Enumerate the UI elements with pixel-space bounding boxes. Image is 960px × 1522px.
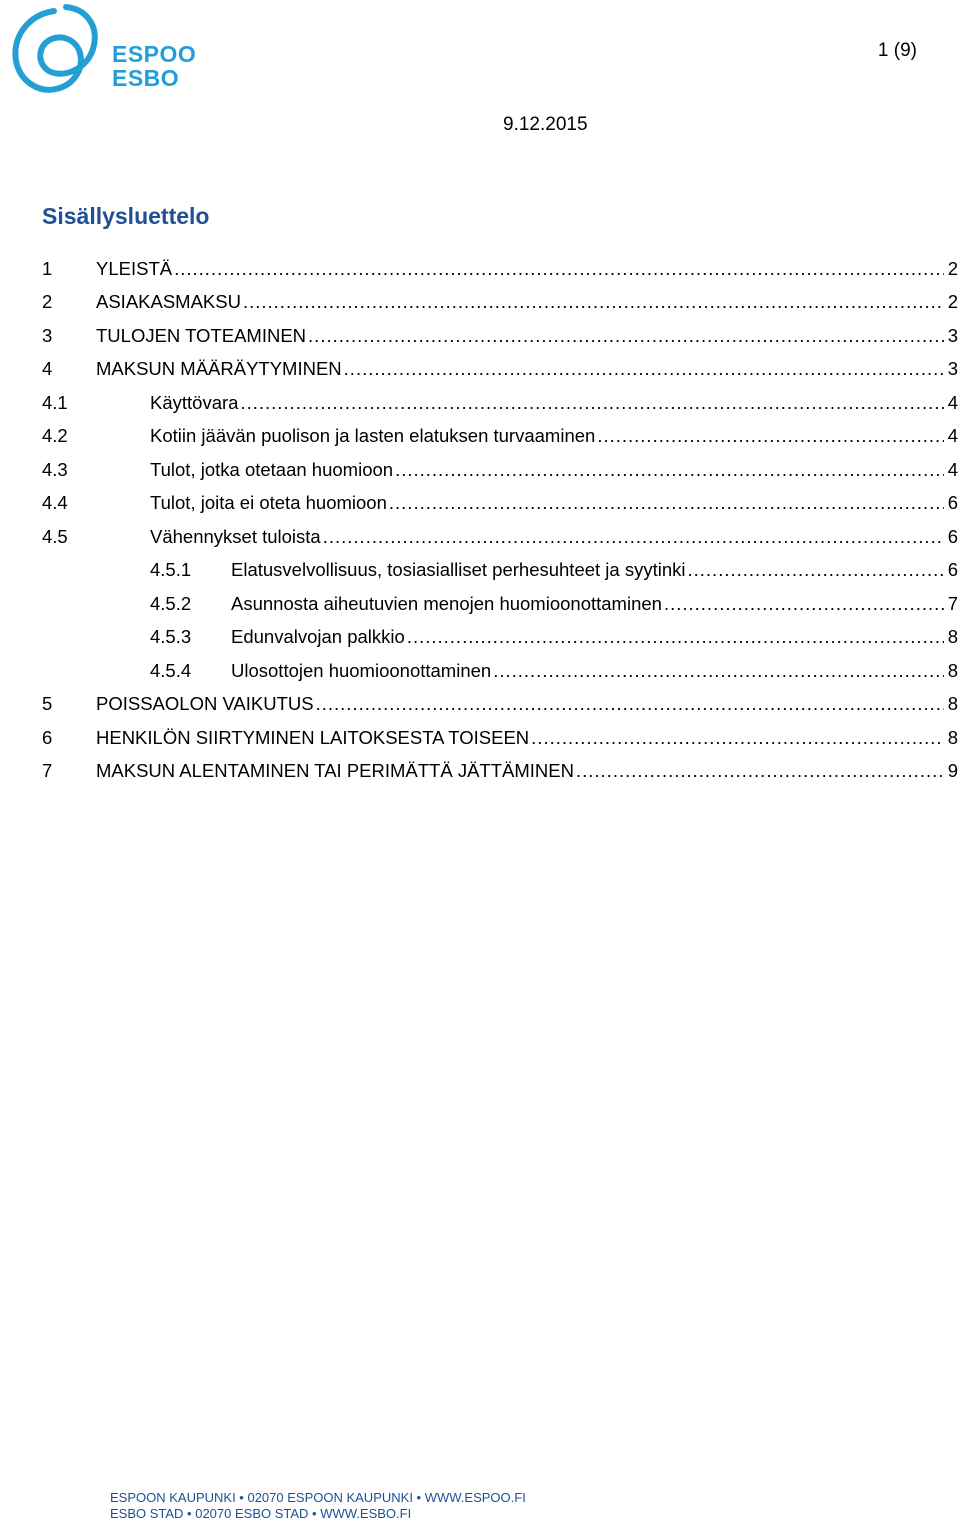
- toc-leader: [597, 425, 943, 447]
- toc-entry-label: POISSAOLON VAIKUTUS: [96, 693, 314, 715]
- footer-line-swedish: ESBO STAD • 02070 ESBO STAD • WWW.ESBO.FI: [110, 1506, 412, 1521]
- toc-entry[interactable]: [42, 286, 958, 320]
- toc-entry-page: 2: [947, 291, 958, 313]
- document-date: 9.12.2015: [503, 114, 588, 135]
- footer-line-finnish: ESPOON KAUPUNKI • 02070 ESPOON KAUPUNKI • WWW.ESPOO.FI: [110, 1490, 526, 1505]
- toc-leader: [531, 727, 944, 749]
- toc-entry-page: 8: [947, 659, 958, 681]
- toc-leader: [576, 760, 944, 782]
- toc-leader: [344, 358, 944, 380]
- toc-entry[interactable]: [42, 654, 958, 688]
- toc-entry[interactable]: [42, 386, 958, 420]
- toc-entry-label: Edunvalvojan palkkio: [231, 626, 405, 648]
- logo-wordmark: [112, 42, 196, 90]
- toc-entry-page: 4: [947, 458, 958, 480]
- toc-entry-number: 6: [42, 726, 53, 748]
- table-of-contents: [42, 252, 958, 788]
- toc-leader: [664, 593, 944, 615]
- toc-entry[interactable]: [42, 520, 958, 554]
- toc-title: Sisällysluettelo: [42, 203, 210, 229]
- toc-entry[interactable]: [42, 420, 958, 454]
- toc-entry-page: 4: [947, 391, 958, 413]
- logo-line-espoo: ESPOO: [112, 41, 197, 67]
- toc-entry-number: 4: [42, 358, 53, 380]
- toc-leader: [308, 325, 944, 347]
- toc-entry-page: 3: [947, 324, 958, 346]
- toc-leader: [493, 660, 944, 682]
- toc-entry-page: 7: [947, 592, 958, 614]
- toc-entry[interactable]: [42, 353, 958, 387]
- toc-leader: [240, 392, 943, 414]
- toc-entry-number: 4.5.4: [150, 659, 192, 681]
- toc-entry-label: Kotiin jäävän puolison ja lasten elatuksen turvaaminen: [150, 425, 596, 447]
- toc-entry-number: 4.5.3: [150, 626, 192, 648]
- toc-entry-number: 5: [42, 693, 53, 715]
- toc-entry[interactable]: [42, 319, 958, 353]
- page-footer: [110, 1490, 526, 1522]
- toc-leader: [395, 459, 944, 481]
- toc-entry[interactable]: [42, 587, 958, 621]
- logo-line-esbo: ESBO: [112, 65, 180, 91]
- toc-entry-page: 8: [947, 693, 958, 715]
- toc-entry-label: Ulosottojen huomioonottaminen: [231, 659, 492, 681]
- toc-entry-number: 4.5: [42, 525, 68, 547]
- toc-entry[interactable]: [42, 487, 958, 521]
- toc-entry-number: 4.5.1: [150, 559, 192, 581]
- toc-entry-label: Elatusvelvollisuus, tosiasialliset perhesuhteet ja syytinki: [231, 559, 686, 581]
- toc-leader: [688, 559, 944, 581]
- toc-leader: [243, 291, 944, 313]
- toc-entry-label: Asunnosta aiheutuvien menojen huomioonottaminen: [231, 592, 662, 614]
- toc-entry[interactable]: [42, 554, 958, 588]
- toc-entry-label: MAKSUN ALENTAMINEN TAI PERIMÄTTÄ JÄTTÄMINEN: [96, 760, 574, 782]
- toc-entry-label: Käyttövara: [150, 391, 239, 413]
- toc-entry-page: 3: [947, 358, 958, 380]
- toc-entry-number: 4.2: [42, 425, 68, 447]
- page-number: 1 (9): [877, 40, 917, 61]
- toc-entry-label: HENKILÖN SIIRTYMINEN LAITOKSESTA TOISEEN: [96, 726, 530, 748]
- toc-leader: [323, 526, 944, 548]
- toc-entry[interactable]: [42, 252, 958, 286]
- toc-entry-number: 2: [42, 291, 53, 313]
- toc-entry[interactable]: [42, 721, 958, 755]
- toc-entry-number: 4.4: [42, 492, 68, 514]
- toc-entry[interactable]: [42, 621, 958, 655]
- espoo-swirl-icon: [8, 3, 108, 99]
- toc-entry-page: 2: [947, 257, 958, 279]
- toc-entry-number: 7: [42, 760, 53, 782]
- toc-entry-number: 1: [42, 257, 53, 279]
- toc-entry-number: 4.1: [42, 391, 68, 413]
- toc-leader: [316, 693, 944, 715]
- toc-entry-page: 6: [947, 525, 958, 547]
- toc-entry-label: Vähennykset tuloista: [150, 525, 321, 547]
- toc-entry-number: 3: [42, 324, 53, 346]
- toc-entry-label: Tulot, joita ei oteta huomioon: [150, 492, 387, 514]
- toc-leader: [389, 492, 944, 514]
- toc-entry-label: TULOJEN TOTEAMINEN: [96, 324, 307, 346]
- toc-entry-page: 6: [947, 492, 958, 514]
- toc-leader: [174, 258, 944, 280]
- toc-entry-label: YLEISTÄ: [96, 257, 173, 279]
- toc-entry-label: Tulot, jotka otetaan huomioon: [150, 458, 394, 480]
- toc-entry[interactable]: [42, 755, 958, 789]
- toc-entry[interactable]: [42, 688, 958, 722]
- toc-entry-number: 4.5.2: [150, 592, 192, 614]
- toc-entry-page: 8: [947, 626, 958, 648]
- espoo-esbo-logo: [8, 3, 208, 99]
- toc-entry-label: MAKSUN MÄÄRÄYTYMINEN: [96, 358, 342, 380]
- toc-entry-page: 9: [947, 760, 958, 782]
- toc-entry-page: 6: [947, 559, 958, 581]
- toc-entry-page: 4: [947, 425, 958, 447]
- toc-entry-page: 8: [947, 726, 958, 748]
- toc-entry-label: ASIAKASMAKSU: [96, 291, 241, 313]
- toc-entry[interactable]: [42, 453, 958, 487]
- toc-entry-number: 4.3: [42, 458, 68, 480]
- toc-leader: [407, 626, 944, 648]
